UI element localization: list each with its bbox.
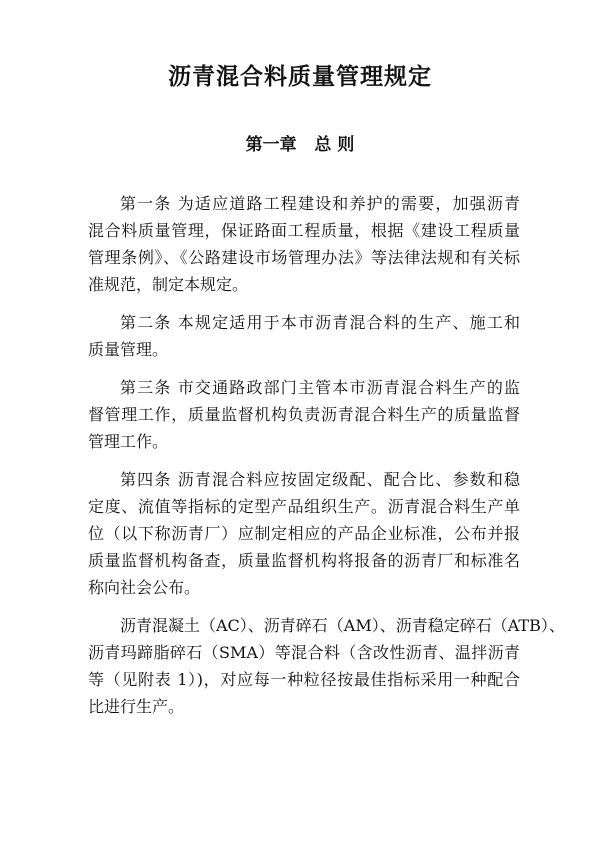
paragraph-line: 质量管理。 — [88, 340, 169, 359]
paragraph-line: 准规范，制定本规定。 — [88, 275, 249, 294]
chapter-heading: 第一章 总 则 — [245, 135, 355, 155]
paragraph-line: 沥青玛蹄脂碎石（SMA）等混合料（含改性沥青、温拌沥青 — [88, 643, 520, 662]
paragraph-line: 定度、流值等指标的定型产品组织生产。沥青混合料生产单 — [88, 497, 520, 516]
paragraph-line: 管理条例》、《公路建设市场管理办法》等法律法规和有关标 — [88, 248, 520, 267]
article-1-paragraph — [88, 190, 520, 298]
paragraph-line: 第四条 沥青混合料应按固定级配、配合比、参数和稳 — [120, 470, 520, 489]
document-body — [88, 190, 565, 720]
paragraph-line: 管理工作。 — [88, 432, 169, 451]
paragraph-line: 等（见附表 1）)，对应每一种粒径按最佳指标采用一种配合 — [88, 670, 520, 689]
article-3-paragraph — [88, 374, 520, 455]
document-title: 沥青混合料质量管理规定 — [168, 63, 432, 90]
paragraph-line: 第二条 本规定适用于本市沥青混合料的生产、施工和 — [120, 313, 520, 332]
paragraph-line: 称向社会公布。 — [88, 578, 201, 597]
paragraph-line: 位（以下称沥青厂）应制定相应的产品企业标准，公布并报 — [88, 524, 520, 543]
paragraph-line: 沥青混凝土（AC）、沥青碎石（AM）、沥青稳定碎石（ATB）、 — [120, 616, 565, 635]
paragraph-line: 督管理工作，质量监督机构负责沥青混合料生产的质量监督 — [88, 405, 520, 424]
mixture-types-paragraph — [88, 612, 565, 720]
paragraph-line: 第三条 市交通路政部门主管本市沥青混合料生产的监 — [120, 378, 520, 397]
paragraph-line: 比进行生产。 — [88, 697, 185, 716]
paragraph-line: 混合料质量管理，保证路面工程质量，根据《建设工程质量 — [88, 221, 520, 240]
paragraph-line: 第一条 为适应道路工程建设和养护的需要，加强沥青 — [120, 194, 520, 213]
paragraph-line: 质量监督机构备查，质量监督机构将报备的沥青厂和标准名 — [88, 551, 520, 570]
article-2-paragraph — [88, 309, 520, 363]
article-4-paragraph — [88, 466, 520, 601]
